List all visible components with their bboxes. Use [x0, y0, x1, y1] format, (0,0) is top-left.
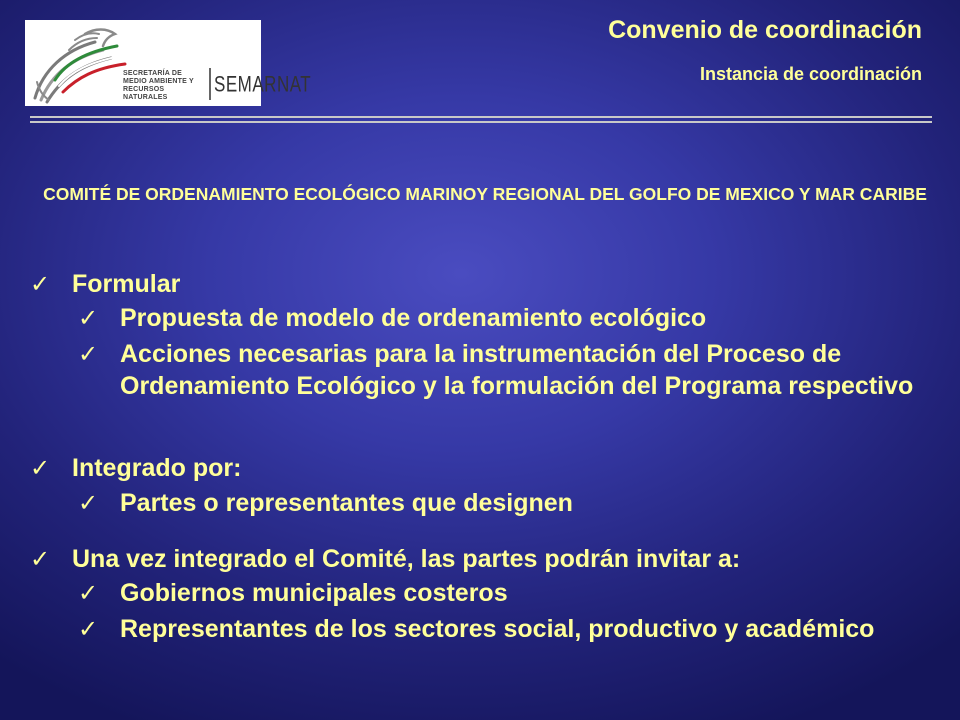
sub-bullet-text: Gobiernos municipales costeros: [120, 579, 508, 607]
sub-bullet-text: Representantes de los sectores social, productivo y académico: [120, 615, 875, 643]
semarnat-logo: [25, 20, 312, 106]
bullet-invitar: [30, 543, 740, 575]
sub-bullet: [78, 487, 948, 519]
bullet-formular: [30, 268, 180, 300]
agency-name-line: RECURSOS NATURALES: [123, 86, 168, 101]
header-rule-bottom: [30, 121, 932, 123]
checkmark-icon: ✓: [30, 454, 51, 482]
sub-bullet: [78, 302, 948, 334]
checkmark-icon: ✓: [78, 615, 99, 643]
checkmark-icon: ✓: [78, 579, 99, 607]
bullet-text: Formular: [72, 270, 181, 298]
brand-name: SEMARNAT: [214, 72, 312, 97]
checkmark-icon: ✓: [30, 545, 51, 573]
slide-title: Convenio de coordinación: [608, 16, 922, 44]
header-rule-top: [30, 116, 932, 118]
checkmark-icon: ✓: [78, 340, 99, 368]
logo-divider: [209, 68, 211, 100]
checkmark-icon: ✓: [30, 270, 51, 298]
sub-bullet: [78, 613, 948, 645]
slide-subtitle: Instancia de coordinación: [699, 64, 922, 84]
sub-bullet-text: Acciones necesarias para la instrumentación del Proceso de Ordenamiento Ecológico y la formulación del Programa respectivo: [120, 340, 914, 400]
agency-name: [123, 70, 205, 102]
sub-bullet-text: Partes o representantes que designen: [120, 489, 573, 517]
committee-heading: COMITÉ DE ORDENAMIENTO ECOLÓGICO MARINOY REGIONAL DEL GOLFO DE MEXICO Y MAR CARIBE: [43, 184, 927, 204]
checkmark-icon: ✓: [78, 489, 99, 517]
bullet-text: Integrado por:: [72, 454, 242, 482]
checkmark-icon: ✓: [78, 304, 99, 332]
agency-name-line: MEDIO AMBIENTE Y: [123, 78, 194, 85]
sub-bullet: [78, 338, 948, 402]
sub-bullet: [78, 577, 948, 609]
bullet-text: Una vez integrado el Comité, las partes podrán invitar a:: [72, 545, 741, 573]
agency-name-line: SECRETARÍA DE: [123, 70, 182, 77]
sub-bullet-text: Propuesta de modelo de ordenamiento ecológico: [120, 304, 707, 332]
bullet-integrado: [30, 452, 241, 484]
